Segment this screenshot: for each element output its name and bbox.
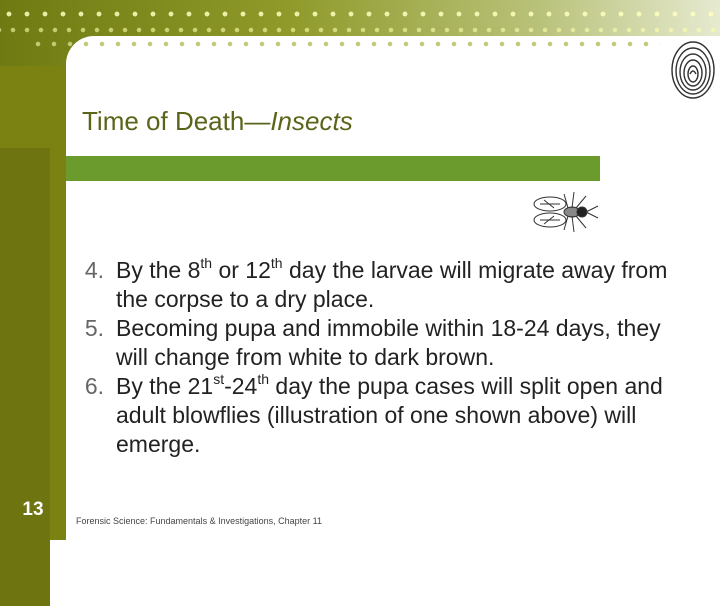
title-underline-bar [66,156,600,181]
banner-dots [0,26,720,34]
list-number: 6. [84,373,104,399]
left-sidebar-bar [0,66,66,540]
list-text: By the 21st-24th day the pupa cases will split open and adult blowflies (illustration of one shown above) will emerge. [116,371,663,457]
footer-caption: Forensic Science: Fundamentals & Investigations, Chapter 11 [76,516,322,526]
list-number: 5. [84,315,104,341]
fingerprint-icon [668,38,718,102]
slide-number: 13 [22,499,44,520]
list-text: By the 8th or 12th day the larvae will migrate away from the corpse to a dry place. [116,255,668,312]
top-banner [0,0,720,66]
banner-dots [30,40,660,48]
banner-dots [0,10,720,18]
list-item [68,372,678,459]
list-text: Becoming pupa and immobile within 18-24 days, they will change from white to dark brown. [116,315,661,370]
slide-title [82,104,353,138]
title-text: Time of Death— [82,106,271,136]
title-italic-text: Insects [270,106,353,136]
list-item [68,314,678,372]
blowfly-icon [528,186,602,240]
list-item [68,256,678,314]
bullet-list [68,256,678,459]
list-number: 4. [84,257,104,283]
left-sidebar-inner [0,148,50,606]
